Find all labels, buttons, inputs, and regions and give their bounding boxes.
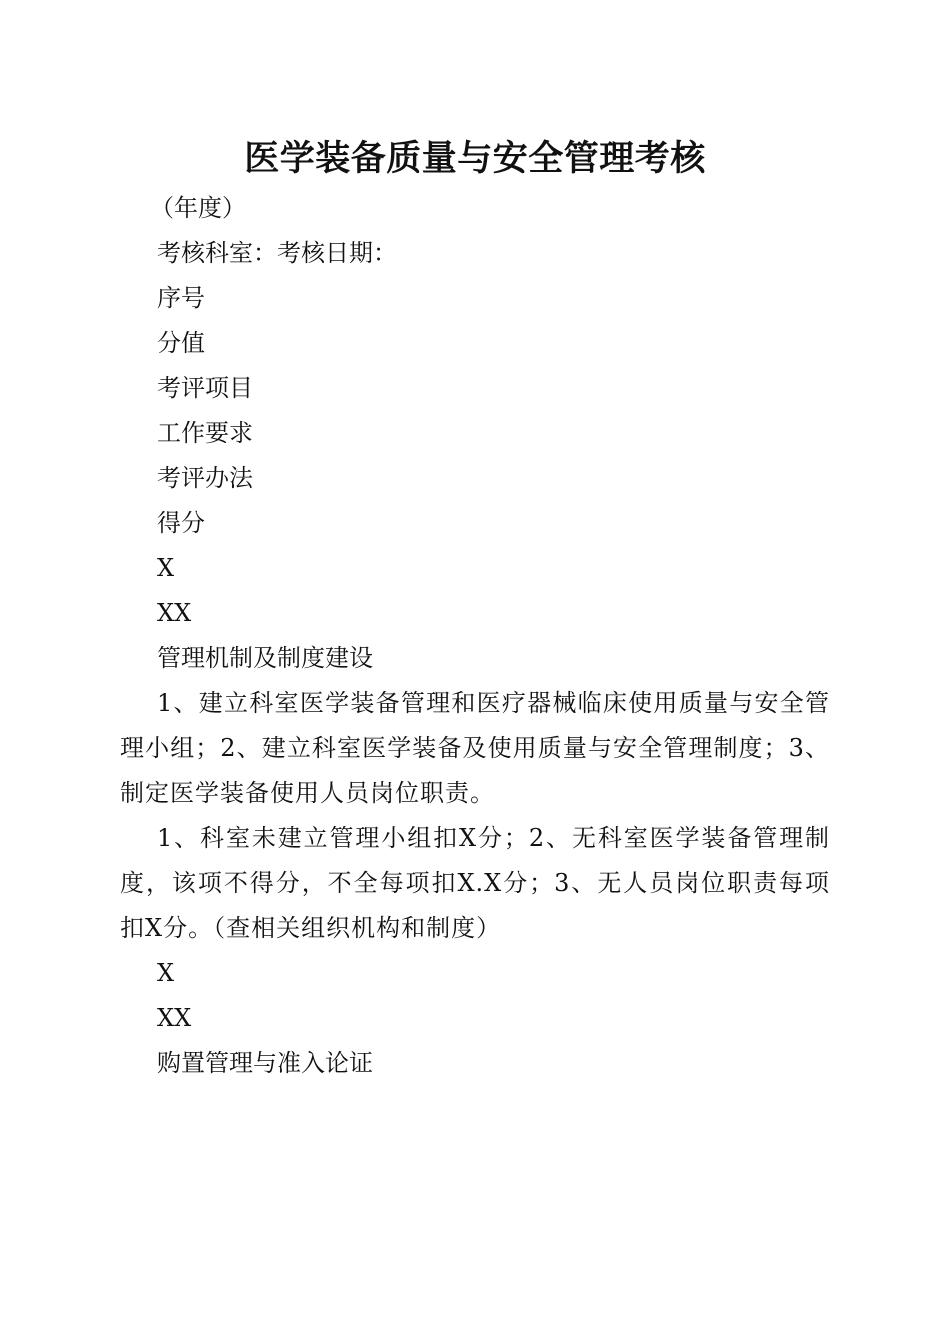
- dept-date-line: 考核科室：考核日期：: [157, 239, 397, 267]
- row-1-requirement: 1、建立科室医学装备管理和医疗器械临床使用质量与安全管理小组；2、建立科室医学装备及使用质量与安全管理制度；3、制定医学装备使用人员岗位职责。: [120, 689, 830, 807]
- document-body: [120, 186, 830, 1086]
- year-label: （年度）: [150, 194, 246, 222]
- header-score: 分值: [157, 329, 205, 357]
- header-index: 序号: [157, 284, 205, 312]
- row-1-score: XX: [157, 599, 192, 627]
- row-1-item: 管理机制及制度建设: [157, 644, 373, 672]
- header-result: 得分: [157, 509, 205, 537]
- row-2-item: 购置管理与准入论证: [157, 1049, 373, 1077]
- row-1-method: 1、科室未建立管理小组扣X分；2、无科室医学装备管理制度，该项不得分，不全每项扣X.X分；3、无人员岗位职责每项扣X分。（查相关组织机构和制度）: [120, 824, 830, 942]
- header-requirement: 工作要求: [157, 419, 253, 447]
- row-2-score: XX: [157, 1004, 192, 1032]
- header-item: 考评项目: [157, 374, 253, 402]
- document-title: 医学装备质量与安全管理考核: [244, 138, 706, 179]
- row-1-index: X: [157, 554, 175, 582]
- row-2-index: X: [157, 959, 175, 987]
- header-method: 考评办法: [157, 464, 253, 492]
